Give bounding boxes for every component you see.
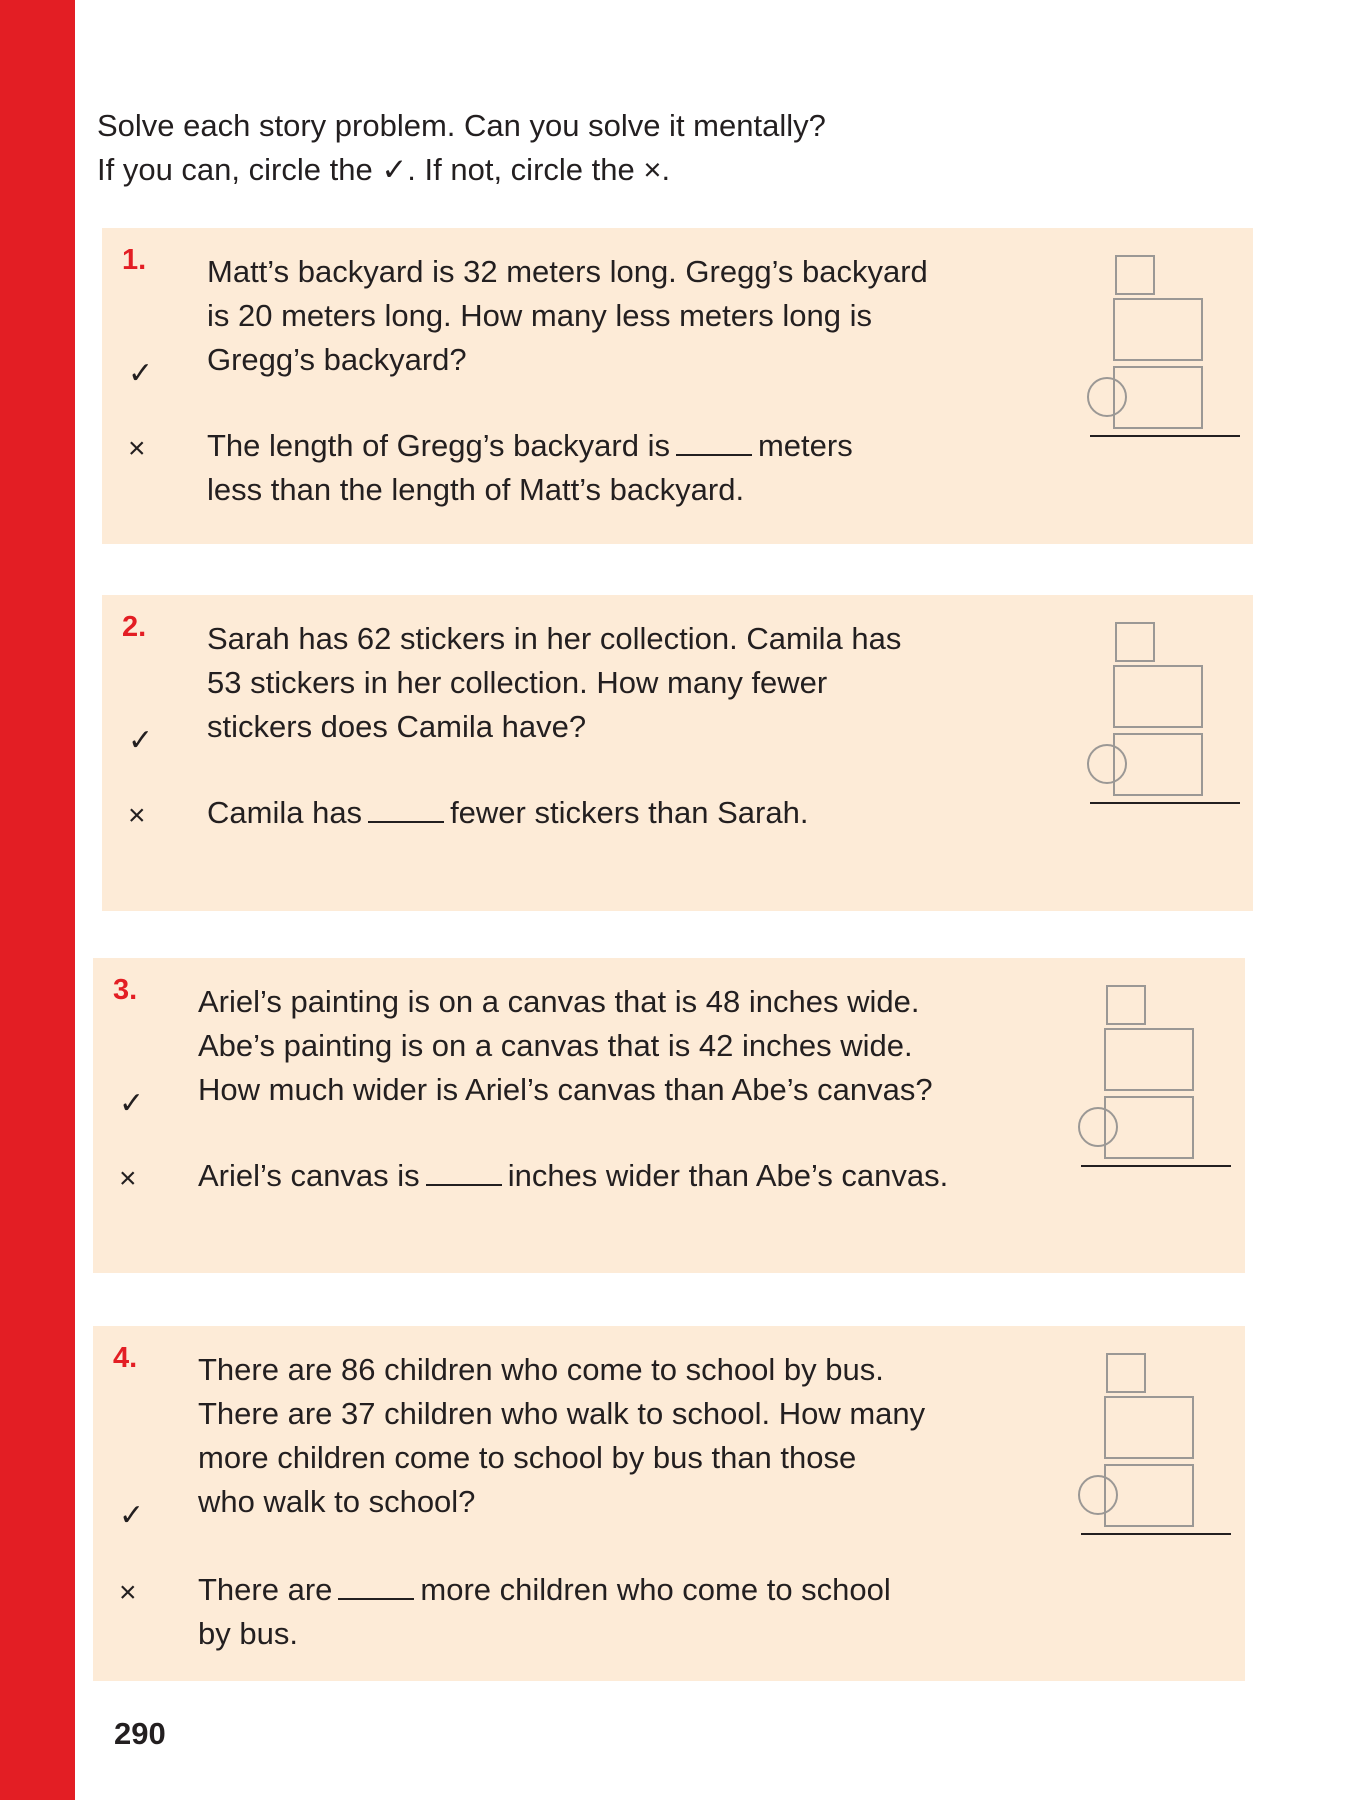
answer-line <box>1090 802 1240 804</box>
problem-card <box>93 958 1245 1273</box>
problem-card <box>102 228 1253 544</box>
work-area <box>1078 1353 1238 1553</box>
work-area <box>1087 622 1247 822</box>
answer-sentence <box>207 424 853 512</box>
answer-sentence <box>198 1154 948 1198</box>
text: . <box>661 152 671 187</box>
red-margin-bar <box>0 0 75 1800</box>
question-text <box>207 617 901 749</box>
answer-text: Camila has <box>207 795 363 830</box>
cross-icon[interactable]: × <box>119 1162 137 1195</box>
work-area <box>1087 255 1247 455</box>
check-icon[interactable]: ✓ <box>119 1499 145 1532</box>
question-line: 53 stickers in her collection. How many fewer <box>207 665 828 700</box>
cross-icon[interactable]: × <box>119 1576 137 1609</box>
page-number: 290 <box>114 1716 166 1751</box>
minuend-box[interactable] <box>1113 665 1203 728</box>
cross-icon[interactable]: × <box>128 432 146 465</box>
check-icon: ✓ <box>381 152 408 187</box>
tens-box[interactable] <box>1115 622 1155 662</box>
question-line: Ariel’s painting is on a canvas that is 48 inches wide. <box>198 984 920 1019</box>
problem-number: 1. <box>122 244 147 276</box>
question-text <box>207 250 928 382</box>
question-line: Sarah has 62 stickers in her collection. Camila has <box>207 621 902 656</box>
question-line: There are 86 children who come to school by bus. <box>198 1352 884 1387</box>
text: If you can, circle the <box>97 152 382 187</box>
answer-text: inches wider than Abe’s canvas. <box>507 1158 949 1193</box>
check-icon[interactable]: ✓ <box>119 1087 145 1120</box>
answer-line <box>1090 435 1240 437</box>
question-text <box>198 1348 925 1524</box>
answer-text: meters <box>757 428 853 463</box>
answer-text: more children who come to school <box>420 1572 891 1607</box>
instruction-line-1: Solve each story problem. Can you solve it mentally? <box>97 108 826 143</box>
problem-number: 4. <box>113 1342 138 1374</box>
answer-blank[interactable] <box>676 453 752 456</box>
question-line: is 20 meters long. How many less meters long is <box>207 298 873 333</box>
tens-box[interactable] <box>1106 1353 1146 1393</box>
answer-line <box>1081 1165 1231 1167</box>
work-area <box>1078 985 1238 1185</box>
answer-text: There are <box>198 1572 333 1607</box>
question-line: Abe’s painting is on a canvas that is 42 inches wide. <box>198 1028 913 1063</box>
check-icon[interactable]: ✓ <box>128 357 154 390</box>
tens-box[interactable] <box>1115 255 1155 295</box>
question-line: How much wider is Ariel’s canvas than Abe’s canvas? <box>198 1072 933 1107</box>
problem-number: 2. <box>122 611 147 643</box>
answer-text: Ariel’s canvas is <box>198 1158 420 1193</box>
question-text <box>198 980 933 1112</box>
tens-box[interactable] <box>1106 985 1146 1025</box>
answer-blank[interactable] <box>338 1597 414 1600</box>
answer-blank[interactable] <box>368 820 444 823</box>
operator-circle[interactable] <box>1087 744 1127 784</box>
answer-line <box>1081 1533 1231 1535</box>
minuend-box[interactable] <box>1113 298 1203 361</box>
cross-icon: × <box>643 152 662 187</box>
answer-text: less than the length of Matt’s backyard. <box>207 472 745 507</box>
instruction-line-2 <box>97 148 826 192</box>
answer-sentence <box>207 791 808 835</box>
cross-icon[interactable]: × <box>128 799 146 832</box>
question-line: Gregg’s backyard? <box>207 342 467 377</box>
answer-blank[interactable] <box>426 1183 502 1186</box>
question-line: stickers does Camila have? <box>207 709 587 744</box>
text: . If not, circle the <box>407 152 644 187</box>
answer-sentence <box>198 1568 891 1656</box>
problem-number: 3. <box>113 974 138 1006</box>
question-line: who walk to school? <box>198 1484 476 1519</box>
operator-circle[interactable] <box>1078 1107 1118 1147</box>
answer-text: fewer stickers than Sarah. <box>450 795 809 830</box>
check-icon[interactable]: ✓ <box>128 724 154 757</box>
question-line: Matt’s backyard is 32 meters long. Gregg’s backyard <box>207 254 928 289</box>
operator-circle[interactable] <box>1078 1475 1118 1515</box>
problem-card <box>102 595 1253 911</box>
answer-text: by bus. <box>198 1616 298 1651</box>
operator-circle[interactable] <box>1087 377 1127 417</box>
problem-card <box>93 1326 1245 1681</box>
question-line: more children come to school by bus than those <box>198 1440 857 1475</box>
minuend-box[interactable] <box>1104 1028 1194 1091</box>
instructions <box>97 104 826 192</box>
question-line: There are 37 children who walk to school. How many <box>198 1396 926 1431</box>
minuend-box[interactable] <box>1104 1396 1194 1459</box>
answer-text: The length of Gregg’s backyard is <box>207 428 670 463</box>
